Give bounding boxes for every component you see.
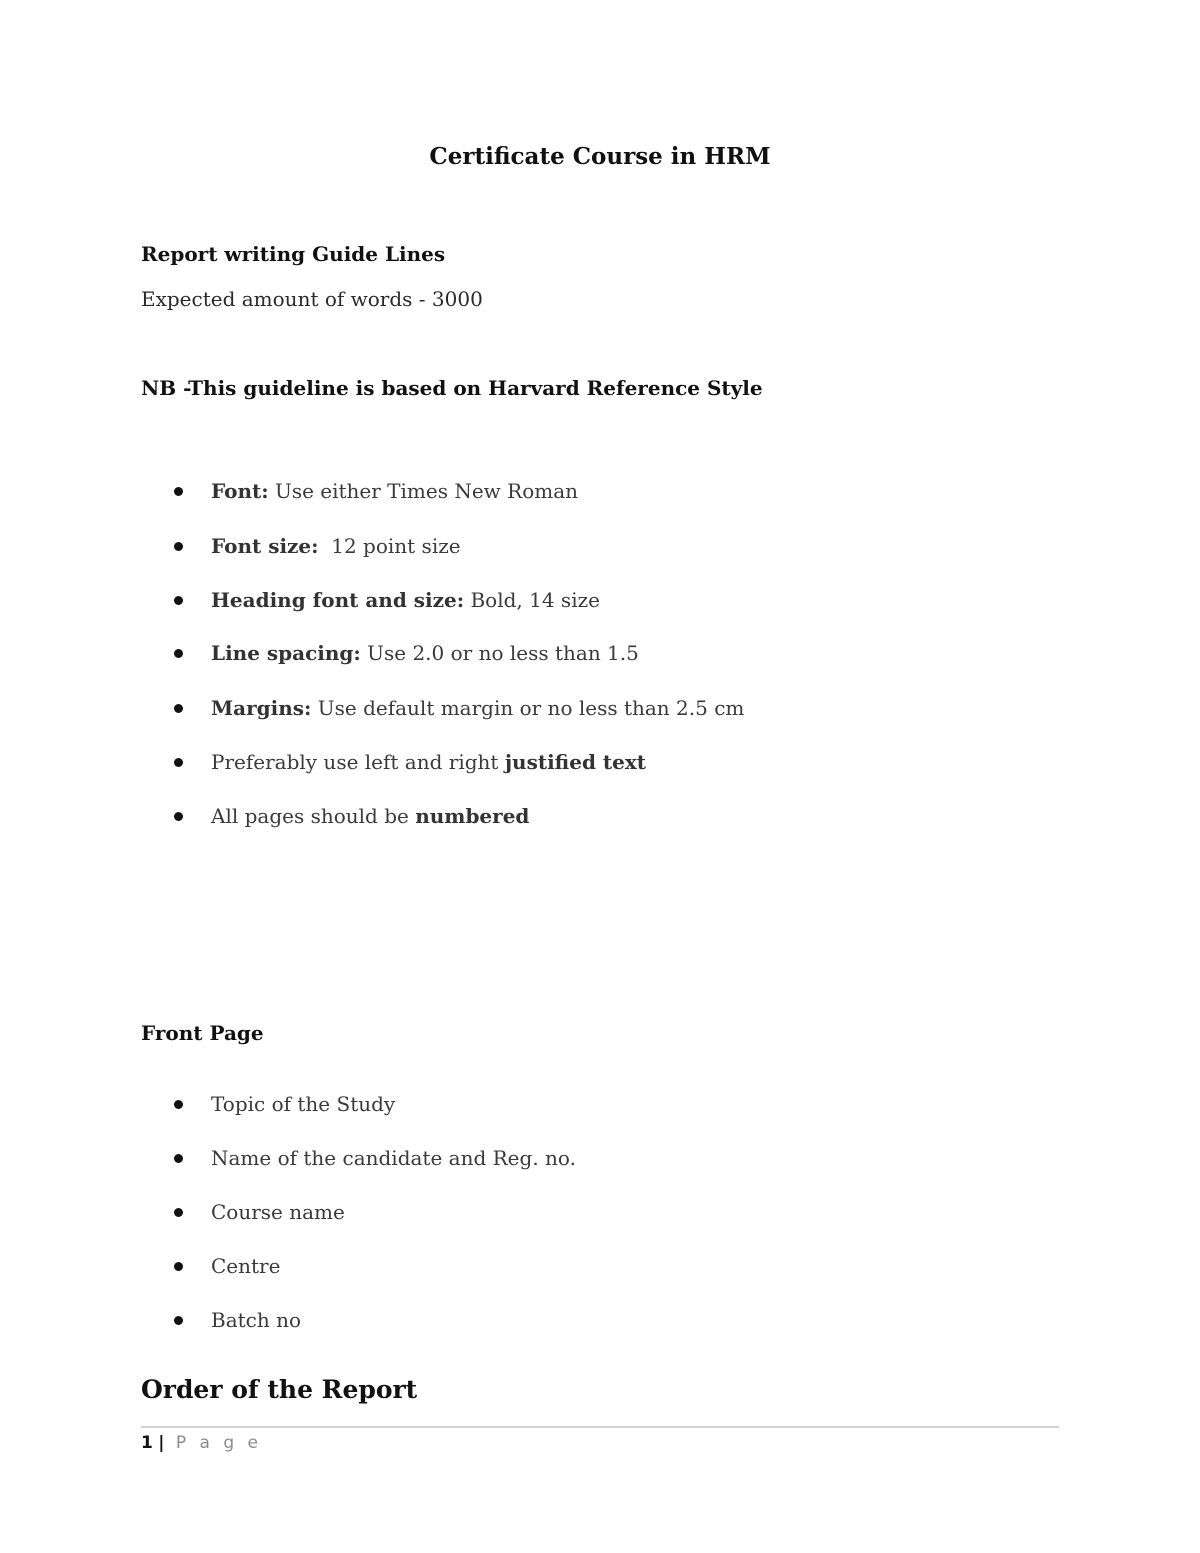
list-item	[174, 747, 646, 777]
bullet-icon	[174, 812, 183, 821]
guideline-label: Margins:	[211, 696, 312, 720]
guideline-label: Font size:	[211, 534, 319, 558]
guideline-text: Use default margin or no less than 2.5 cm	[311, 696, 745, 720]
guideline-text: Use 2.0 or no less than 1.5	[360, 641, 639, 665]
bullet-icon	[174, 1154, 183, 1163]
guideline-label: Font:	[211, 479, 269, 503]
page-footer	[141, 1433, 262, 1453]
list-item	[174, 693, 744, 723]
list-item	[174, 638, 639, 668]
front-page-heading: Front Page	[141, 1021, 264, 1045]
order-of-report-heading: Order of the Report	[141, 1375, 418, 1404]
bullet-icon	[174, 704, 183, 713]
bullet-icon	[174, 1262, 183, 1271]
footer-separator: |	[158, 1433, 165, 1453]
list-item	[174, 1251, 280, 1281]
bullet-icon	[174, 596, 183, 605]
nb-note: NB -This guideline is based on Harvard Reference Style	[141, 376, 763, 400]
list-item	[174, 1089, 395, 1119]
bullet-icon	[174, 1208, 183, 1217]
page-number: 1	[141, 1433, 153, 1453]
guideline-text: All pages should be	[211, 804, 416, 828]
front-page-item: Course name	[211, 1200, 345, 1224]
guideline-text: 12 point size	[318, 534, 461, 558]
guideline-label: Line spacing:	[211, 641, 361, 665]
report-guidelines-heading: Report writing Guide Lines	[141, 242, 446, 266]
guideline-text: Use either Times New Roman	[268, 479, 579, 503]
bullet-icon	[174, 487, 183, 496]
bullet-icon	[174, 649, 183, 658]
list-item	[174, 531, 461, 561]
list-item	[174, 476, 578, 506]
expected-words: Expected amount of words - 3000	[141, 287, 483, 311]
guideline-text: Bold, 14 size	[464, 588, 600, 612]
guideline-text: Preferably use left and right	[211, 750, 505, 774]
list-item	[174, 585, 600, 615]
page-label: P a g e	[175, 1433, 263, 1453]
list-item	[174, 1143, 576, 1173]
bullet-icon	[174, 1316, 183, 1325]
front-page-item: Topic of the Study	[211, 1092, 396, 1116]
guideline-emphasis: justified text	[504, 750, 647, 774]
front-page-item: Batch no	[211, 1308, 302, 1332]
bullet-icon	[174, 758, 183, 767]
guideline-emphasis: numbered	[415, 804, 530, 828]
list-item	[174, 801, 529, 831]
front-page-item: Centre	[211, 1254, 281, 1278]
list-item	[174, 1197, 345, 1227]
footer-divider	[141, 1426, 1059, 1428]
guideline-label: Heading font and size:	[211, 588, 465, 612]
list-item	[174, 1305, 301, 1335]
front-page-item: Name of the candidate and Reg. no.	[211, 1146, 576, 1170]
document-title: Certificate Course in HRM	[429, 143, 771, 170]
bullet-icon	[174, 542, 183, 551]
bullet-icon	[174, 1100, 183, 1109]
